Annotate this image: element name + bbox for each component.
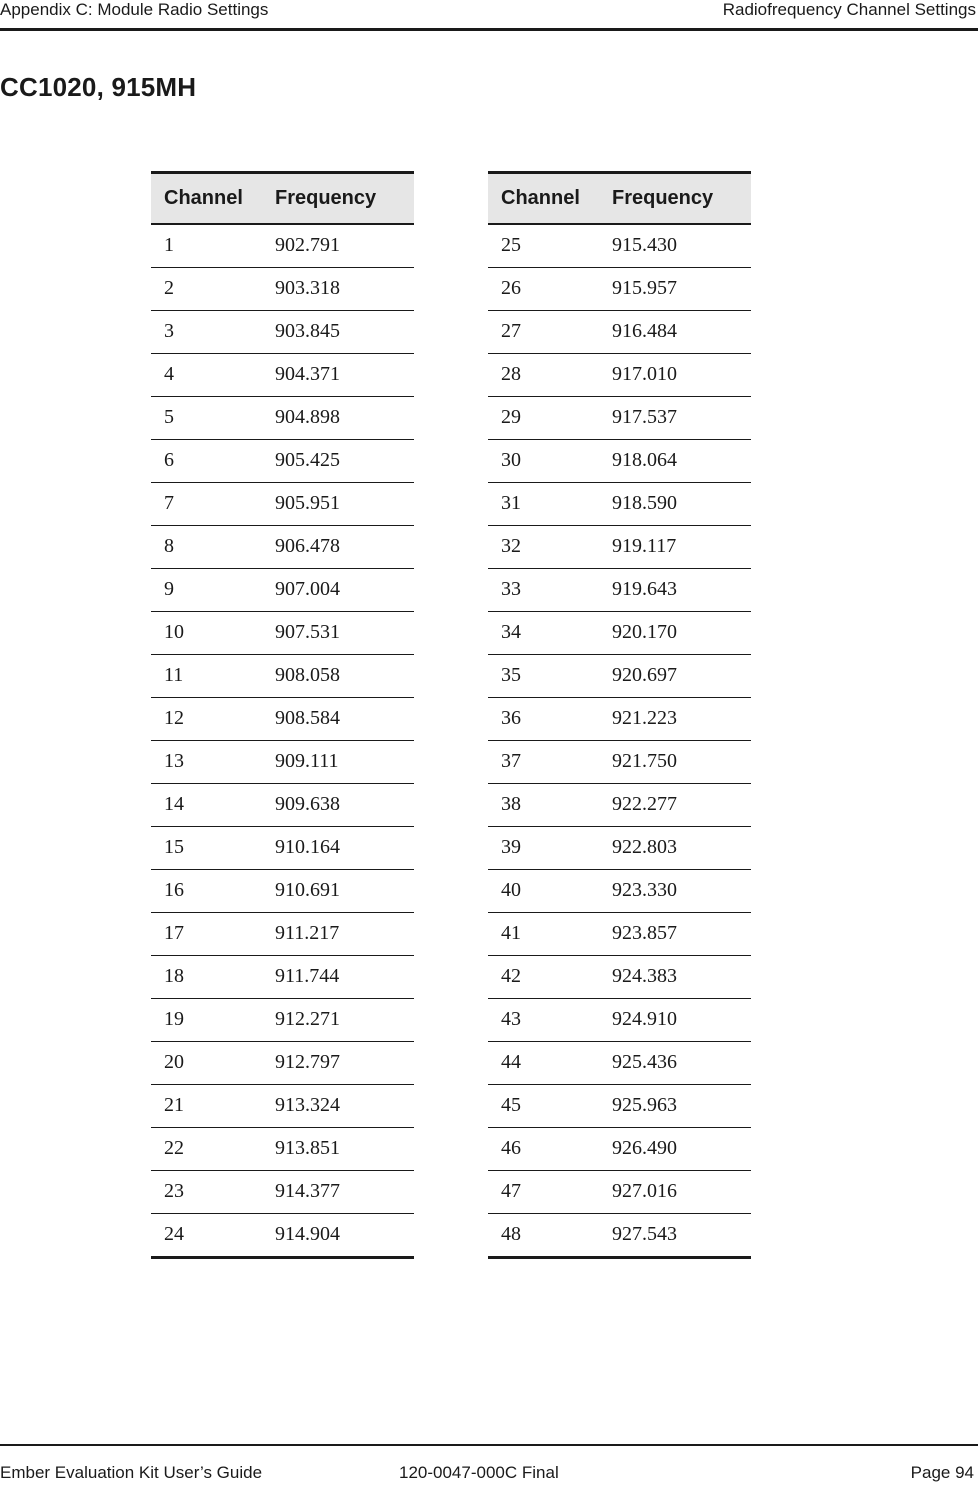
channel-cell: 47 [488, 1170, 599, 1213]
frequency-cell: 912.797 [262, 1041, 414, 1084]
channel-table-left [151, 171, 414, 1259]
table-row [151, 396, 414, 439]
frequency-cell: 913.851 [262, 1127, 414, 1170]
channel-cell: 26 [488, 267, 599, 310]
frequency-cell: 902.791 [275, 234, 340, 256]
table-row [488, 1170, 751, 1213]
table-row [151, 267, 414, 310]
channel-cell: 33 [488, 568, 599, 611]
frequency-cell: 919.643 [599, 568, 751, 611]
channel-cell: 31 [488, 482, 599, 525]
frequency-cell: 912.271 [262, 998, 414, 1041]
table-row [488, 998, 751, 1041]
table-row [151, 998, 414, 1041]
frequency-cell: 910.691 [262, 869, 414, 912]
table-row [488, 482, 751, 525]
frequency-cell: 914.904 [262, 1213, 414, 1257]
frequency-cell: 923.330 [599, 869, 751, 912]
column-header-frequency: Frequency [599, 173, 751, 224]
frequency-cell: 919.117 [599, 525, 751, 568]
channel-cell: 9 [151, 568, 262, 611]
table-row [488, 439, 751, 482]
table-row [151, 439, 414, 482]
table-row [151, 310, 414, 353]
channel-cell: 32 [488, 525, 599, 568]
channel-cell: 14 [151, 783, 262, 826]
frequency-cell: 921.223 [599, 697, 751, 740]
table-row [488, 826, 751, 869]
table-row [151, 869, 414, 912]
channel-cell: 35 [488, 654, 599, 697]
channel-cell: 42 [488, 955, 599, 998]
channel-cell: 45 [488, 1084, 599, 1127]
channel-cell: 10 [151, 611, 262, 654]
frequency-cell: 916.484 [599, 310, 751, 353]
frequency-cell: 908.584 [262, 697, 414, 740]
frequency-cell: 925.963 [599, 1084, 751, 1127]
channel-cell: 20 [151, 1041, 262, 1084]
frequency-cell: 927.543 [599, 1213, 751, 1257]
table-row [488, 310, 751, 353]
channel-cell: 30 [488, 439, 599, 482]
channel-cell: 29 [488, 396, 599, 439]
table-row [488, 1213, 751, 1257]
table-row [488, 1084, 751, 1127]
table-row [488, 740, 751, 783]
section-title: CC1020, 915MH [0, 72, 197, 102]
channel-cell: 8 [151, 525, 262, 568]
table-row [151, 826, 414, 869]
table-row [151, 1127, 414, 1170]
channel-cell: 11 [151, 654, 262, 697]
frequency-cell: 908.058 [262, 654, 414, 697]
frequency-cell: 915.430 [612, 234, 677, 256]
footer-document-title: Ember Evaluation Kit User’s Guide [0, 1463, 263, 1482]
frequency-cell: 905.951 [262, 482, 414, 525]
column-header-channel: Channel [488, 173, 599, 224]
channel-cell: 27 [488, 310, 599, 353]
channel-cell: 16 [151, 869, 262, 912]
channel-cell: 6 [151, 439, 262, 482]
frequency-cell: 927.016 [599, 1170, 751, 1213]
table-row [488, 1127, 751, 1170]
frequency-cell: 915.957 [599, 267, 751, 310]
frequency-cell: 905.425 [262, 439, 414, 482]
table-row [151, 1041, 414, 1084]
footer-page-number: Page 94 [910, 1463, 974, 1482]
table-row [151, 955, 414, 998]
frequency-cell: 922.277 [599, 783, 751, 826]
table-row [488, 525, 751, 568]
table-row [151, 1170, 414, 1213]
table-row [151, 783, 414, 826]
channel-cell: 1 [164, 234, 174, 256]
table-row [488, 396, 751, 439]
frequency-cell: 917.010 [599, 353, 751, 396]
frequency-cell: 914.377 [262, 1170, 414, 1213]
table-row [151, 568, 414, 611]
table-row [488, 955, 751, 998]
frequency-cell: 909.638 [262, 783, 414, 826]
frequency-cell: 906.478 [262, 525, 414, 568]
channel-cell: 2 [151, 267, 262, 310]
frequency-cell: 911.217 [262, 912, 414, 955]
channel-cell: 22 [151, 1127, 262, 1170]
header-section-title: Radiofrequency Channel Settings [722, 0, 976, 19]
frequency-cell: 904.371 [262, 353, 414, 396]
table-header-row [488, 173, 751, 224]
frequency-cell: 924.910 [599, 998, 751, 1041]
frequency-cell: 924.383 [599, 955, 751, 998]
channel-cell: 43 [488, 998, 599, 1041]
channel-cell: 41 [488, 912, 599, 955]
frequency-cell: 909.111 [262, 740, 414, 783]
frequency-cell: 904.898 [262, 396, 414, 439]
table-row [488, 267, 751, 310]
table-row [151, 482, 414, 525]
table-row [151, 525, 414, 568]
frequency-cell: 923.857 [599, 912, 751, 955]
table-row [151, 740, 414, 783]
frequency-cell: 922.803 [599, 826, 751, 869]
channel-cell: 39 [488, 826, 599, 869]
footer-document-number: 120-0047-000C Final [399, 1463, 559, 1482]
table-row [488, 224, 751, 268]
frequency-cell: 911.744 [262, 955, 414, 998]
frequency-cell: 921.750 [599, 740, 751, 783]
table-row [151, 654, 414, 697]
channel-cell: 46 [488, 1127, 599, 1170]
running-header [0, 0, 978, 31]
frequency-cell: 925.436 [599, 1041, 751, 1084]
channel-cell: 21 [151, 1084, 262, 1127]
frequency-cell: 917.537 [599, 396, 751, 439]
table-row [151, 912, 414, 955]
frequency-cell: 903.845 [262, 310, 414, 353]
channel-cell: 28 [488, 353, 599, 396]
frequency-cell: 913.324 [262, 1084, 414, 1127]
table-row [151, 1084, 414, 1127]
channel-cell: 18 [151, 955, 262, 998]
table-row [488, 1041, 751, 1084]
frequency-cell: 926.490 [599, 1127, 751, 1170]
frequency-cell: 907.531 [262, 611, 414, 654]
channel-cell: 15 [151, 826, 262, 869]
channel-cell: 23 [151, 1170, 262, 1213]
channel-cell: 13 [151, 740, 262, 783]
table-row [488, 912, 751, 955]
table-row [488, 353, 751, 396]
frequency-cell: 907.004 [262, 568, 414, 611]
table-row [488, 869, 751, 912]
channel-cell: 34 [488, 611, 599, 654]
frequency-cell: 918.590 [599, 482, 751, 525]
header-chapter-title: Appendix C: Module Radio Settings [0, 0, 269, 19]
channel-cell: 38 [488, 783, 599, 826]
frequency-cell: 910.164 [262, 826, 414, 869]
running-footer [0, 1444, 978, 1485]
frequency-cell: 903.318 [262, 267, 414, 310]
channel-cell: 7 [151, 482, 262, 525]
table-header-row [151, 173, 414, 224]
channel-cell: 24 [151, 1213, 262, 1257]
table-row [151, 224, 414, 268]
channel-cell: 40 [488, 869, 599, 912]
channel-cell: 17 [151, 912, 262, 955]
channel-cell: 5 [151, 396, 262, 439]
channel-cell: 36 [488, 697, 599, 740]
frequency-cell: 918.064 [599, 439, 751, 482]
table-row [488, 568, 751, 611]
channel-cell: 48 [488, 1213, 599, 1257]
column-header-frequency: Frequency [262, 173, 414, 224]
column-header-channel: Channel [151, 173, 262, 224]
table-row [151, 1213, 414, 1257]
table-row [151, 353, 414, 396]
channel-cell: 44 [488, 1041, 599, 1084]
channel-cell: 37 [488, 740, 599, 783]
channel-cell: 3 [151, 310, 262, 353]
table-row [488, 654, 751, 697]
table-row [488, 697, 751, 740]
channel-cell: 25 [501, 234, 521, 256]
table-row [151, 697, 414, 740]
table-row [151, 611, 414, 654]
channel-cell: 12 [151, 697, 262, 740]
table-row [488, 783, 751, 826]
frequency-cell: 920.697 [599, 654, 751, 697]
channel-cell: 4 [151, 353, 262, 396]
frequency-cell: 920.170 [599, 611, 751, 654]
table-row [488, 611, 751, 654]
channel-table-right [488, 171, 751, 1259]
channel-cell: 19 [151, 998, 262, 1041]
